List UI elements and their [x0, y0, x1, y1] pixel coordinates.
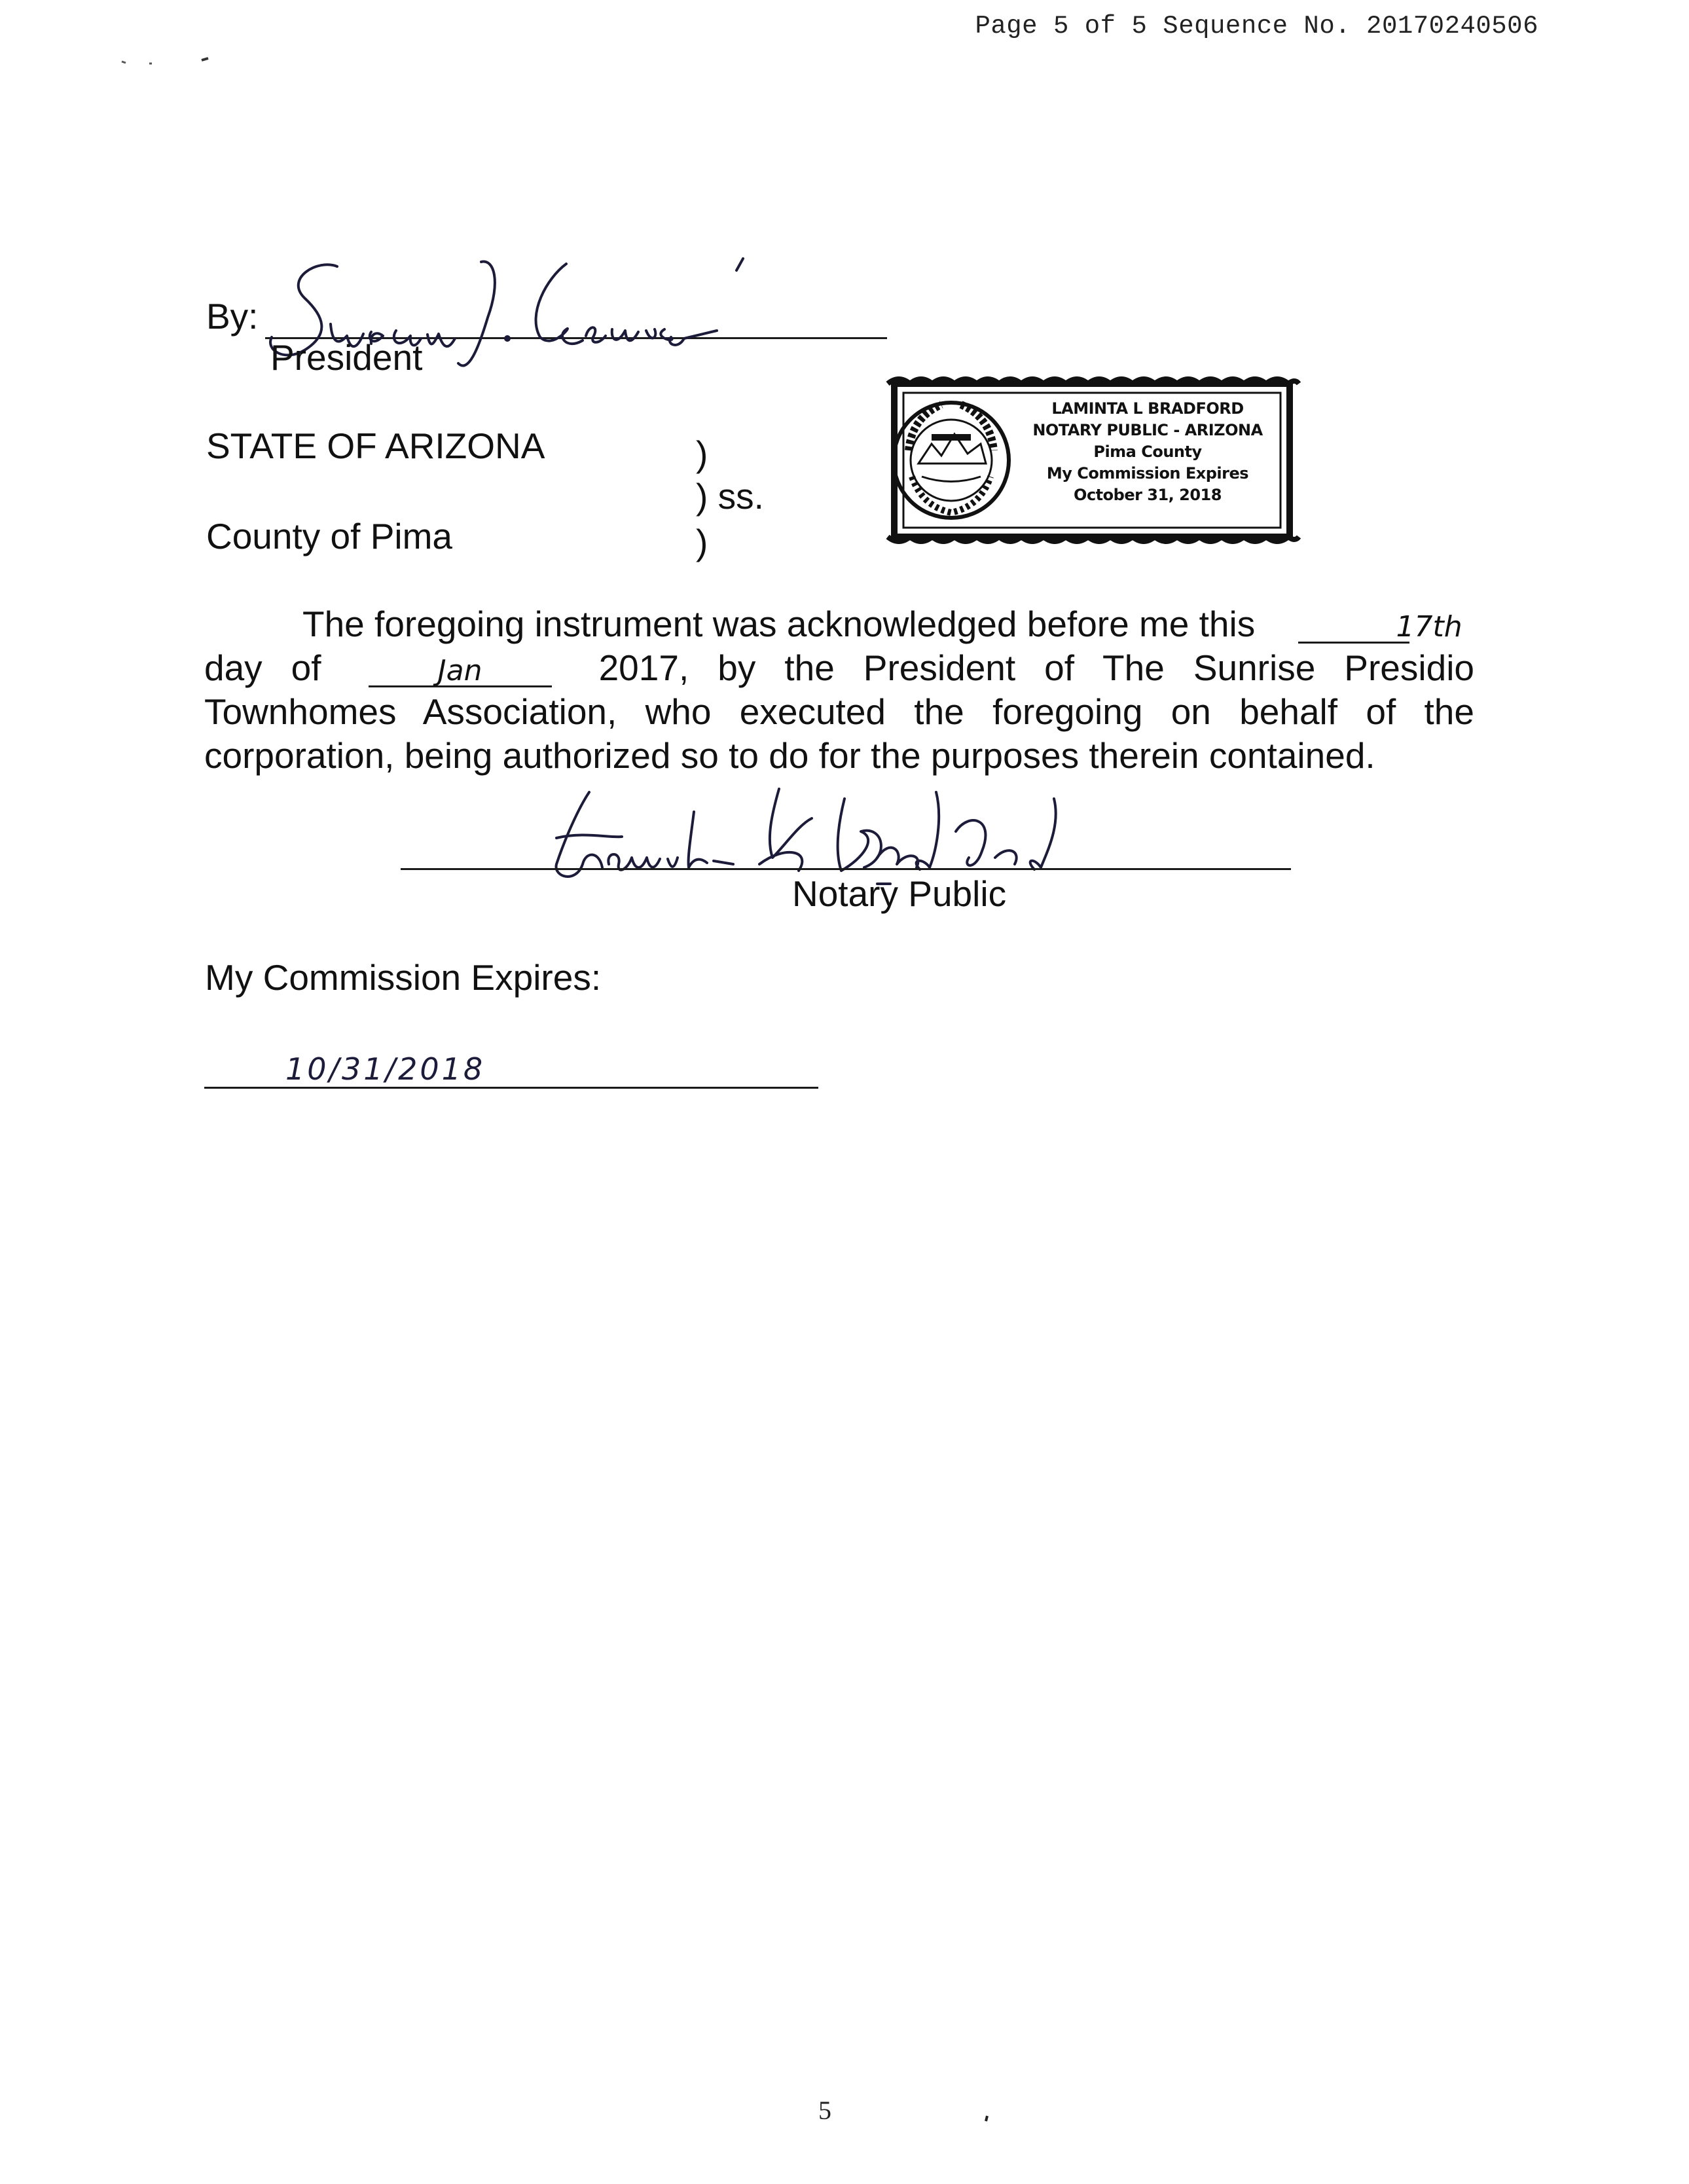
venue-ss: ) ss. — [696, 476, 764, 517]
notary-stamp — [882, 372, 1301, 549]
acknowledgment-part-2: day of — [204, 647, 321, 688]
by-label: By: — [206, 296, 259, 337]
stamp-commission-date: October 31, 2018 — [1074, 486, 1222, 504]
stamp-text-block — [1007, 398, 1288, 506]
acknowledgment-part-3: 2017, by the President of The Sunrise Presidio Townhomes Association, who executed the foregoing on behalf of the corporation, being authorized so to do for the purposes therein contained. — [204, 647, 1475, 776]
venue-paren-bottom: ) — [696, 522, 708, 562]
signature-line-notary — [401, 868, 1291, 870]
state-label: STATE OF ARIZONA — [206, 426, 545, 466]
stamp-notary-title: NOTARY PUBLIC - ARIZONA — [1032, 421, 1263, 439]
scan-marks — [118, 52, 223, 72]
stamp-commission-label: My Commission Expires — [1046, 464, 1249, 482]
day-field: 17th — [1298, 613, 1409, 644]
commission-date-value: 10/31/2018 — [285, 1051, 486, 1087]
county-label: County of Pima — [206, 516, 453, 556]
stamp-notary-name: LAMINTA L BRADFORD — [1051, 399, 1244, 418]
page-number: 5 — [818, 2096, 831, 2125]
commission-date-field — [204, 1051, 818, 1089]
acknowledgment-part-1: The foregoing instrument was acknowledged before me this — [302, 604, 1256, 644]
footer-scan-mark — [982, 2112, 995, 2125]
page-header: Page 5 of 5 Sequence No. 20170240506 — [975, 12, 1538, 41]
venue-paren-top: ) — [696, 433, 708, 474]
acknowledgment-rest — [204, 646, 1474, 778]
commission-label: My Commission Expires: — [205, 957, 602, 998]
notary-public-label: Notary Public — [792, 873, 1007, 914]
month-field: Jan — [369, 657, 552, 687]
acknowledgment-line-1 — [204, 602, 1474, 646]
stamp-county: Pima County — [1093, 443, 1202, 461]
president-title: President — [270, 337, 423, 378]
acknowledgment-paragraph — [204, 602, 1474, 778]
